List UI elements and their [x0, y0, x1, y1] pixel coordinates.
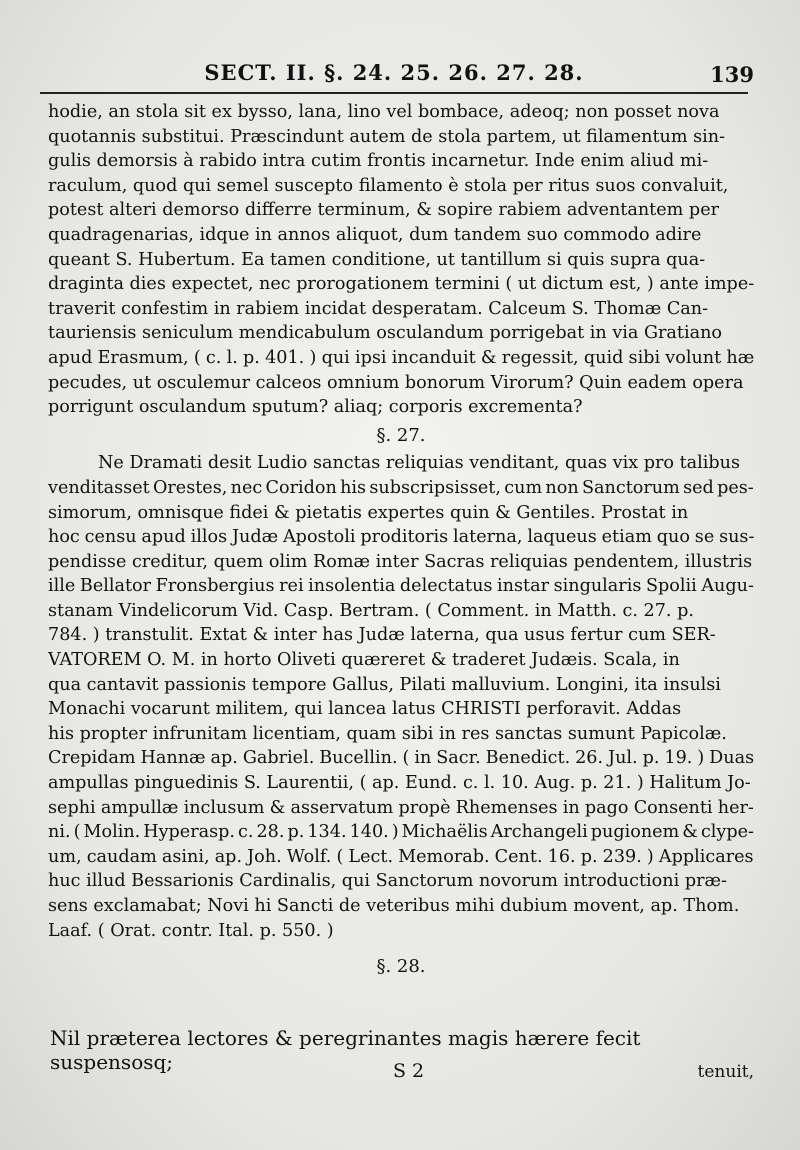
text-line: huc illud Bessarionis Cardinalis, qui Sanctorum novorum introductioni præ- — [48, 871, 727, 892]
page-footer — [48, 1060, 754, 1086]
running-head: SECT. II. §. 24. 25. 26. 27. 28. — [204, 60, 584, 85]
catchword: tenuit, — [697, 1062, 754, 1082]
text-line: um, caudam asini, ap. Joh. Wolf. ( Lect. Memorab. Cent. 16. p. 239. ) Applicares — [48, 846, 754, 867]
text-line: hodie, an stola sit ex bysso, lana, lino vel bombace, adeoq; non posset nova — [48, 102, 720, 122]
section-heading-27: §. 27. — [376, 424, 426, 446]
text-line: 784. ) transtulit. Extat & inter has Judæ laterna, qua usus fertur cum SER- — [48, 625, 716, 646]
text-line: apud Erasmum, ( c. l. p. 401. ) qui ipsi incanduit & regessit, quid sibi volunt hæ — [48, 347, 754, 368]
signature-mark: S 2 — [393, 1060, 425, 1082]
text-line: Laaf. ( Orat. contr. Ital. p. 550. ) — [48, 920, 334, 941]
section-heading-28: §. 28. — [376, 956, 426, 978]
text-line: Crepidam Hannæ ap. Gabriel. Bucellin. ( in Sacr. Benedict. 26. Jul. p. 19. ) Duas — [48, 748, 754, 769]
paragraph-1 — [48, 100, 754, 420]
text-line: porrigunt osculandum sputum? aliaq; corporis excrementa? — [48, 397, 583, 418]
text-line: ille Bellator Fronsbergius rei insolentia delectatus instar singularis Spolii Augu- — [48, 576, 754, 597]
text-line: pecudes, ut osculemur calceos omnium bonorum Virorum? Quin eadem opera — [48, 372, 744, 393]
text-line: quotannis substitui. Præscindunt autem de stola partem, ut filamentum sin- — [48, 126, 726, 147]
text-line: Ne Dramati desit Ludio sanctas reliquias venditant, quas vix pro talibus — [98, 453, 741, 474]
text-line: stanam Vindelicorum Vid. Casp. Bertram. ( Comment. in Matth. c. 27. p. — [48, 600, 694, 621]
text-line: ni. ( Molin. Hyperasp. c. 28. p. 134. 140. ) Michaëlis Archangeli pugionem & clype- — [48, 822, 754, 843]
text-line: raculum, quod qui semel suscepto filamento è stola per ritus suos convaluit, — [48, 175, 729, 196]
text-line: sephi ampullæ inclusum & asservatum propè Rhemenses in pago Consenti her- — [48, 797, 754, 818]
text-line: hoc censu apud illos Judæ Apostoli proditoris laterna, laqueus etiam quo se sus- — [48, 527, 754, 548]
text-line: VATOREM O. M. in horto Oliveti quæreret & traderet Judæis. Scala, in — [48, 650, 680, 671]
page-number: 139 — [710, 62, 754, 87]
text-line: simorum, omnisque fidei & pietatis expertes quin & Gentiles. Prostat in — [48, 502, 689, 523]
body-text — [48, 100, 754, 983]
text-line: potest alteri demorso differre terminum, & sopire rabiem adventantem per — [48, 200, 720, 221]
text-line: queant S. Hubertum. Ea tamen conditione, ut tantillum si quis supra qua- — [48, 249, 706, 270]
text-line: pendisse creditur, quem olim Romæ inter Sacras reliquias pendentem, illustris — [48, 551, 753, 572]
text-line: sens exclamabat; Novi hi Sancti de veteribus mihi dubium movent, ap. Thom. — [48, 896, 740, 916]
paragraph-2 — [48, 451, 754, 943]
text-line: tauriensis seniculum mendicabulum osculandum porrigebat in via Gratiano — [48, 323, 723, 344]
text-line: draginta dies expectet, nec prorogationem termini ( ut dictum est, ) ante impe- — [48, 274, 754, 295]
text-line: gulis demorsis à rabido intra cutim frontis incarnetur. Inde enim aliud mi- — [48, 151, 709, 172]
text-line: his propter infrunitam licentiam, quam sibi in res sanctas sumunt Papicolæ. — [48, 723, 727, 744]
text-line: qua cantavit passionis tempore Gallus, Pilati malluvium. Longini, ita insulsi — [48, 674, 721, 695]
text-line: quadragenarias, idque in annos aliquot, dum tandem suo commodo adire — [48, 224, 702, 245]
page-header — [40, 58, 754, 94]
text-line: traverit confestim in rabiem incidat desperatam. Calceum S. Thomæ Can- — [48, 298, 709, 319]
text-line: Monachi vocarunt militem, qui lancea latus CHRISTI perforavit. Addas — [48, 699, 682, 720]
text-line: ampullas pinguedinis S. Laurentii, ( ap. Eund. c. l. 10. Aug. p. 21. ) Halitum Jo- — [48, 773, 751, 794]
text-line: venditasset Orestes, nec Coridon his subscripsisset, cum non Sanctorum sed pes- — [48, 477, 754, 498]
paragraph-3: Nil præterea lectores & peregrinantes magis hærere fecit suspensosq; — [50, 1026, 641, 1074]
